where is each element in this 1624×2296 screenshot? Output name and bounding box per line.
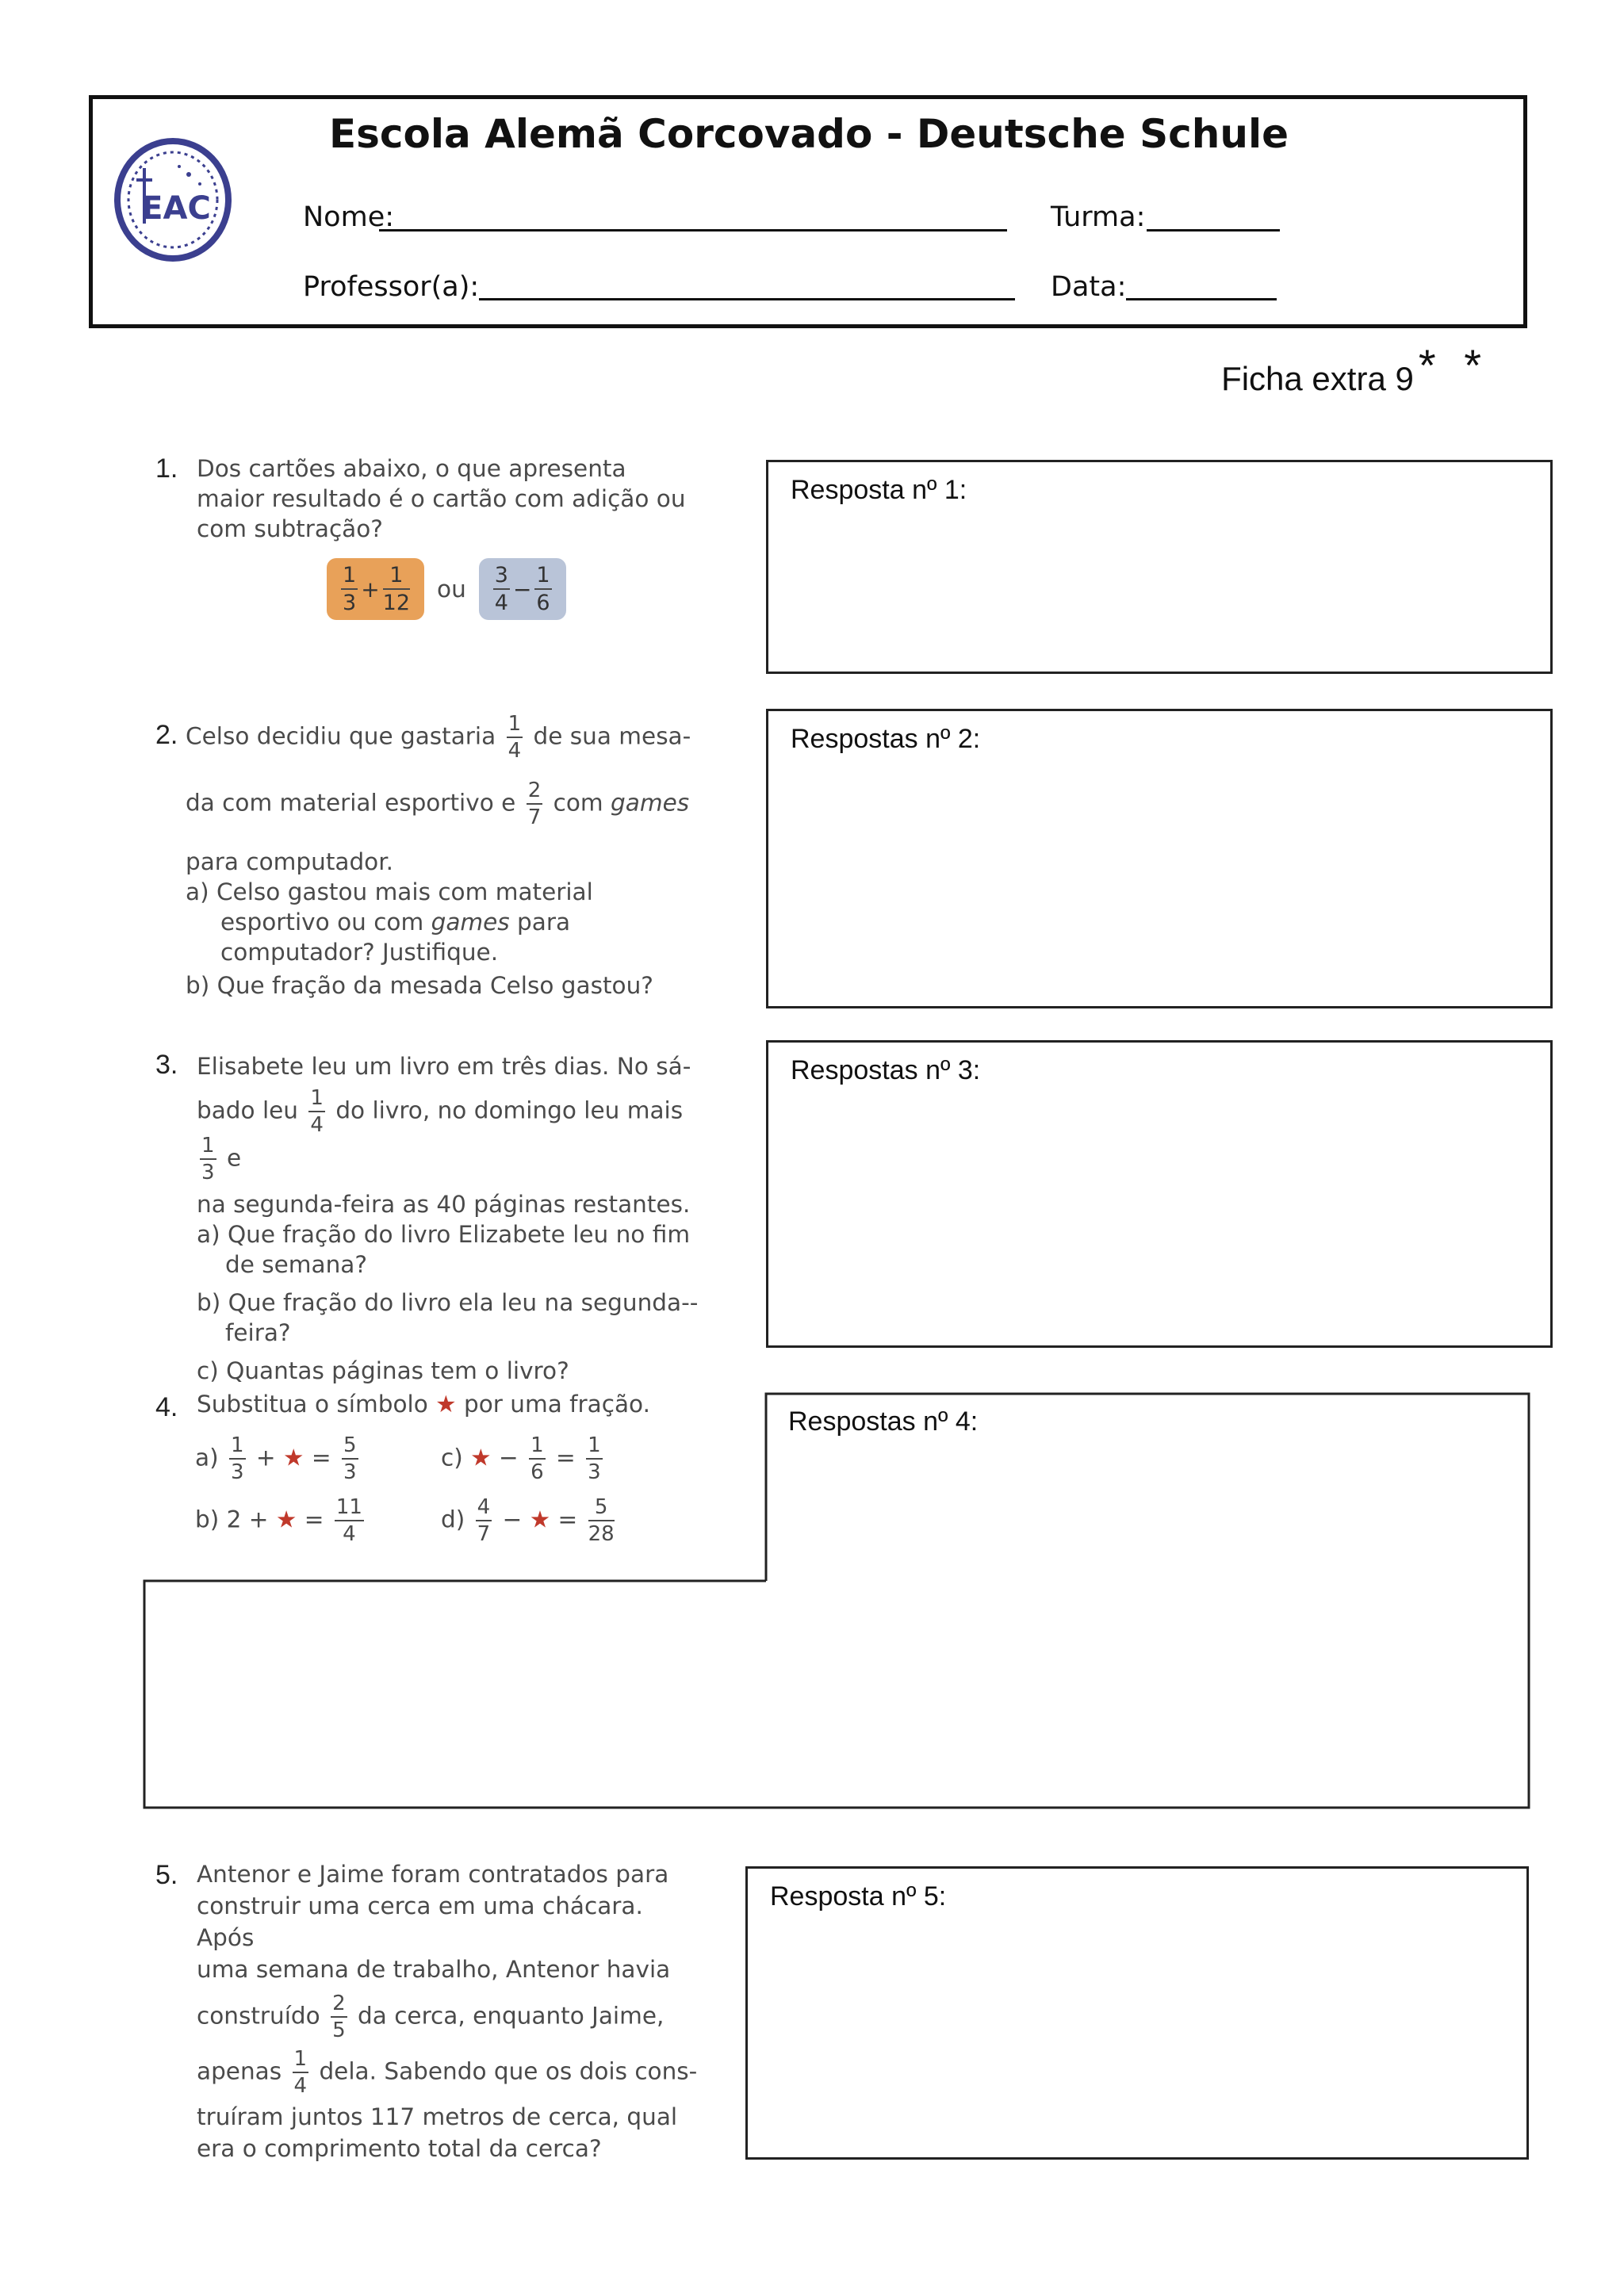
q5-text: Antenor e Jaime foram contratados para construir uma cerca em uma chácara. Após uma semana de trabalho, Antenor havia construído $\frac{2}{5}$ da cerca, enquanto Jaime, apenas $\frac{1}{4}$ dela. Sabendo que os dois cons- truíram juntos 117 metros de cerca, qual era o comprimento total da cerca? (197, 1861, 698, 2162)
q3-number: 3. (155, 1050, 178, 1080)
svg-text:EAC: EAC (141, 190, 211, 227)
answer-label-4: Respostas nº 4: (788, 1406, 979, 1437)
school-title: Escola Alemã Corcovado - Deutsche Schule (328, 111, 1289, 157)
answer-label-5: Resposta nº 5: (770, 1881, 947, 1911)
answer-box-5[interactable] (745, 1866, 1529, 2160)
nome-label: Nome: (303, 201, 395, 233)
ou-label: ou (437, 576, 466, 603)
q5-number: 5. (155, 1860, 178, 1890)
answer-label-1: Resposta nº 1: (791, 475, 967, 505)
addition-card: $\frac{1}{3}$ + $\frac{1}{12}$ (327, 558, 424, 620)
ficha-stars: * * (1418, 340, 1489, 390)
data-label: Data: (1051, 271, 1127, 303)
q2-number: 2. (155, 720, 178, 750)
answer-label-2: Respostas nº 2: (791, 724, 981, 754)
q1-text: Dos cartões abaixo, o que apresenta maior resultado é o cartão com adição ou com subtração? (197, 455, 686, 542)
star-icon: ★ (470, 1444, 492, 1471)
star-icon: ★ (529, 1506, 551, 1533)
q4-item-b: b) 2 + ★ = $\frac{11}{4}$ (195, 1495, 362, 1546)
turma-label: Turma: (1051, 201, 1146, 233)
ficha-title: Ficha extra 9 * * (1221, 340, 1489, 397)
star-icon: ★ (435, 1391, 457, 1418)
q4-item-c: c) ★ − $\frac{1}{6}$ = $\frac{1}{3}$ (441, 1433, 601, 1484)
answer-box-4[interactable] (766, 1394, 1529, 1808)
star-icon: ★ (283, 1444, 304, 1471)
q4-text: Substitua o símbolo ★ por uma fração. (197, 1391, 650, 1418)
q3-text: Elisabete leu um livro em três dias. No sá- bado leu $\frac{1}{4}$ do livro, no domingo leu mais $\frac{1}{3}$ e na segunda-feira as 40 páginas restantes. a) Que fração do livro Elizabete leu no fim de semana? b) Que fração do livro ela leu na segunda--feira? c) Quantas páginas tem o livro? (197, 1053, 699, 1384)
star-icon: ★ (275, 1506, 297, 1533)
subtraction-card: $\frac{3}{4}$ − $\frac{1}{6}$ (479, 558, 566, 620)
professor-label: Professor(a): (303, 271, 480, 303)
q2-text: Celso decidiu que gastaria $\frac{1}{4}$ de sua mesa- da com material esportivo e $\frac{2}{7}$ com games para computador. a) Celso gastou mais com material esportivo ou com games para computador? Justifique. b) Que fração da mesada Celso gastou? (186, 712, 691, 999)
q4-number: 4. (155, 1392, 178, 1422)
answer-label-3: Respostas nº 3: (791, 1055, 981, 1085)
q1-number: 1. (155, 453, 178, 484)
answer-box-4-lower[interactable] (144, 1581, 766, 1808)
q4-item-d: d) $\frac{4}{7}$ − ★ = $\frac{5}{28}$ (441, 1495, 615, 1546)
q4-item-a: a) $\frac{1}{3}$ + ★ = $\frac{5}{3}$ (195, 1433, 357, 1484)
